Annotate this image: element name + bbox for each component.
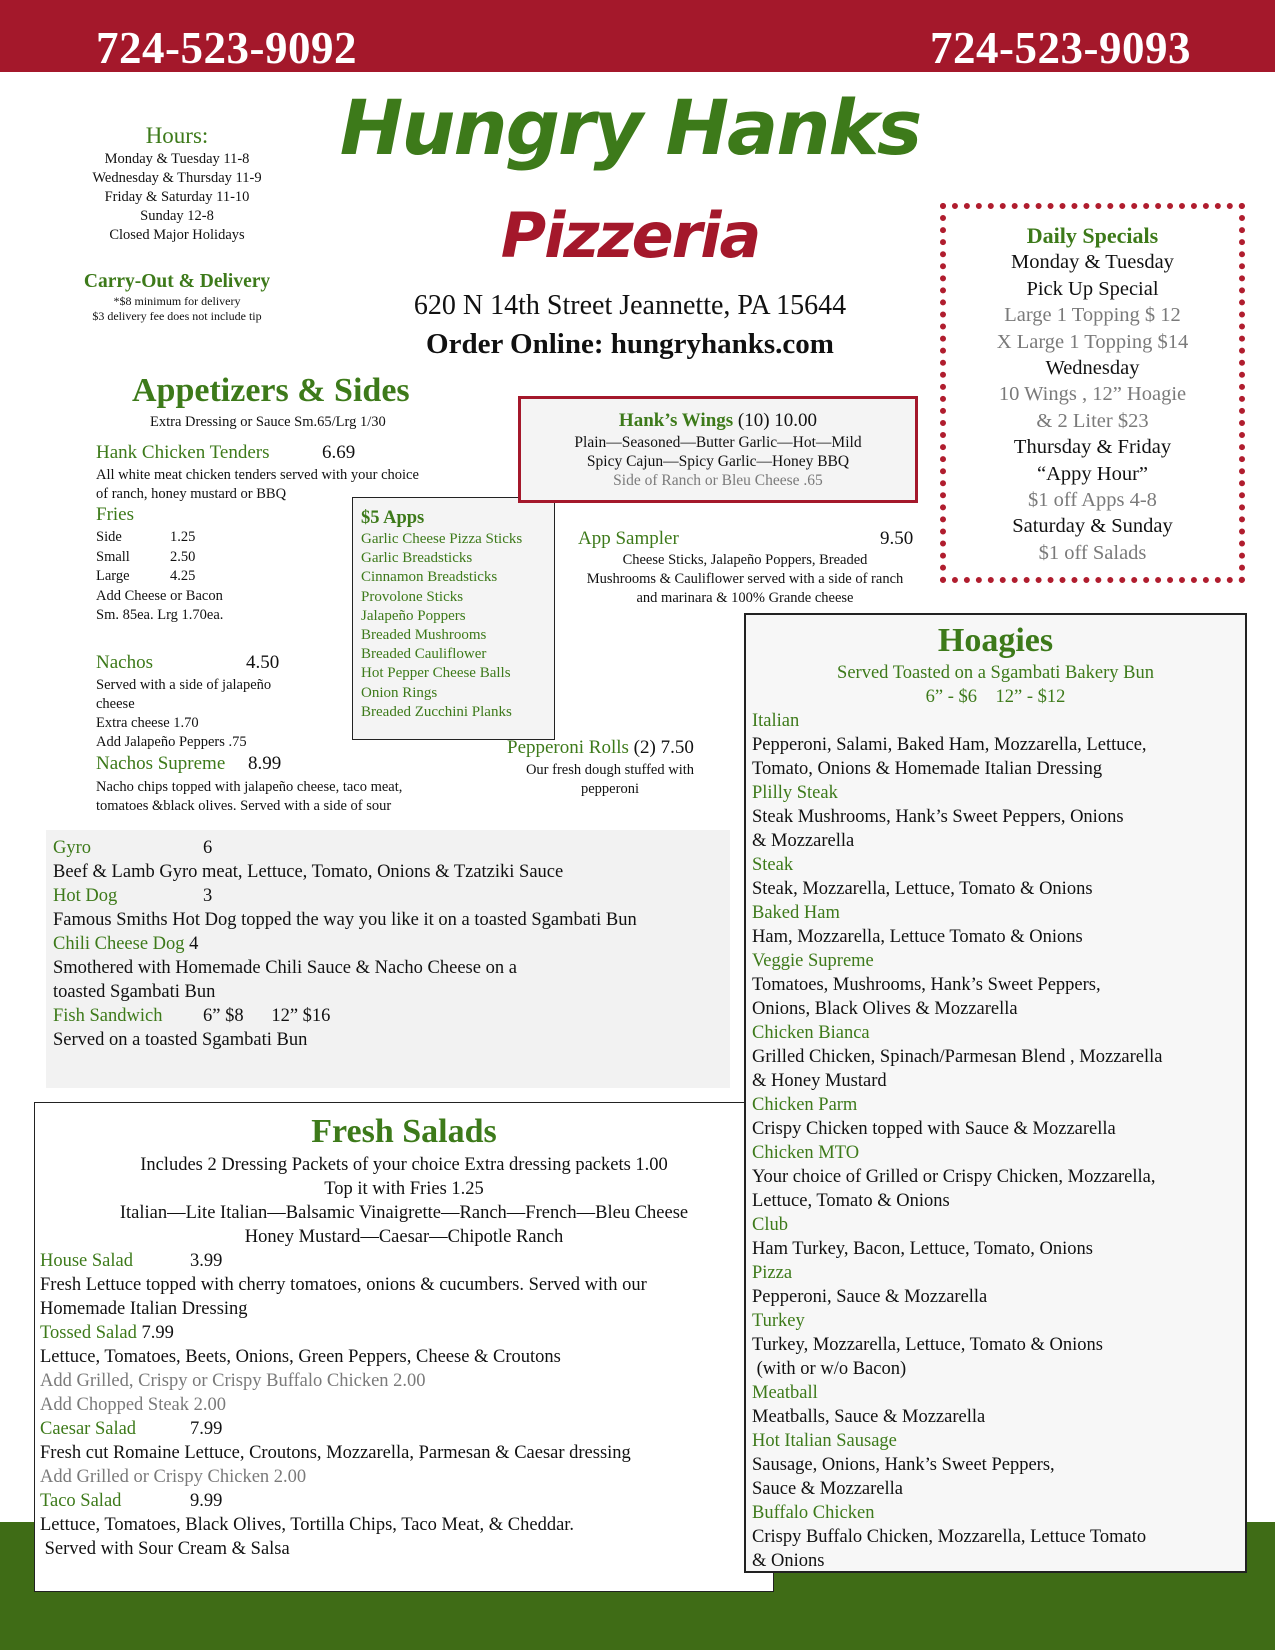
sampler-name: App Sampler [578, 528, 679, 549]
hoagie-name: Club [752, 1215, 788, 1235]
hoagie-list [746, 709, 1245, 1573]
hours-block [62, 122, 292, 245]
hoagie-desc: Turkey, Mozzarella, Lettuce, Tomato & Onions [752, 1335, 1103, 1355]
phone-left[interactable]: 724-523-9092 [96, 23, 357, 73]
item-desc: Served on a toasted Sgambati Bun [53, 1030, 308, 1050]
item-price: 3 [203, 886, 213, 906]
hoagie-desc: Pepperoni, Salami, Baked Ham, Mozzarella, Lettuce, [752, 735, 1147, 755]
hoagie-desc: Sausage, Onions, Hank’s Sweet Peppers, [752, 1455, 1055, 1475]
salads-title: Fresh Salads [311, 1113, 497, 1150]
specials-line: Pick Up Special [1026, 277, 1159, 300]
hours-title: Hours: [145, 123, 209, 148]
fries-size: Small [96, 548, 130, 565]
wings-name: Hank’s Wings [618, 410, 734, 431]
specials-line: “Appy Hour” [1036, 462, 1148, 485]
appetizers-title: Appetizers & Sides [132, 372, 410, 409]
desc-line: and marinara & 100% Grande cheese [636, 590, 854, 606]
menu-item-tossed-salad [40, 1321, 773, 1345]
item-addon: Add Grilled or Crispy Chicken 2.00 [40, 1467, 307, 1487]
tenders-price: 6.69 [322, 442, 356, 463]
hoagie-name: Buffalo Chicken [752, 1503, 875, 1523]
brand-title: Hungry Hanks [339, 83, 921, 172]
phone-right[interactable]: 724-523-9093 [930, 23, 1191, 73]
specials-line: & 2 Liter $23 [1036, 409, 1149, 432]
hoagie-name: Hot Italian Sausage [752, 1431, 897, 1451]
hoagies-title: Hoagies [937, 622, 1054, 659]
app-item: Jalapeño Poppers [361, 607, 466, 624]
hoagie-desc: Crispy Buffalo Chicken, Mozzarella, Lettuce Tomato [752, 1527, 1147, 1547]
desc-line: Add Jalapeño Peppers .75 [96, 734, 247, 750]
item-price: 7.99 [141, 1323, 174, 1343]
app-item: Garlic Breadsticks [361, 550, 473, 567]
intro-line: Honey Mustard—Caesar—Chipotle Ranch [244, 1227, 564, 1247]
specials-line: $1 off Salads [1038, 541, 1147, 564]
desc-line: cheese [96, 696, 135, 712]
item-name: Chili Cheese Dog [53, 934, 185, 954]
item-desc: Famous Smiths Hot Dog topped the way you like it on a toasted Sgambati Bun [53, 910, 637, 930]
item-name: Fish Sandwich [53, 1006, 163, 1026]
hoagie-desc: Ham, Mozzarella, Lettuce Tomato & Onions [752, 927, 1083, 947]
daily-specials-box [940, 203, 1245, 583]
app-item: Cinnamon Breadsticks [361, 569, 498, 586]
carryout-note: $3 delivery fee does not include tip [92, 309, 262, 323]
app-item: Breaded Cauliflower [361, 646, 487, 663]
menu-item-house-salad [40, 1249, 773, 1273]
hoagies-sizes: 6” - $6 12” - $12 [925, 687, 1066, 707]
desc-line: Cheese Sticks, Jalapeño Poppers, Breaded [622, 552, 868, 568]
item-desc: Homemade Italian Dressing [40, 1299, 248, 1319]
hoagie-name: Veggie Supreme [752, 951, 874, 971]
pepperoni-rolls-desc [500, 761, 720, 799]
fries-size: Large [96, 568, 130, 584]
salads-intro [35, 1153, 773, 1249]
item-price: 4 [189, 934, 199, 954]
wings-flavors: Spicy Cajun—Spicy Garlic—Honey BBQ [586, 453, 850, 470]
hoagie-desc: Crispy Chicken topped with Sauce & Mozzarella [752, 1119, 1116, 1139]
fries-extra: Sm. 85ea. Lrg 1.70ea. [96, 607, 224, 623]
item-desc: Beef & Lamb Gyro meat, Lettuce, Tomato, Onions & Tzatziki Sauce [53, 862, 564, 882]
salads-box [34, 1102, 774, 1592]
five-apps-box [352, 497, 555, 740]
hoagie-name: Turkey [752, 1311, 805, 1331]
specials-day: Saturday & Sunday [1012, 515, 1173, 538]
item-price: 6 [203, 838, 213, 858]
hoagie-desc: & Mozzarella [752, 831, 855, 851]
nachos-supreme-name: Nachos Supreme [96, 753, 226, 774]
item-name: Caesar Salad [40, 1419, 137, 1439]
intro-line: Top it with Fries 1.25 [324, 1179, 484, 1199]
pepperoni-rolls-name: Pepperoni Rolls [507, 737, 629, 758]
item-desc: Smothered with Homemade Chili Sauce & Nacho Cheese on a [53, 958, 517, 978]
nachos-name: Nachos [96, 652, 153, 673]
wings-box [518, 396, 918, 503]
specials-day: Monday & Tuesday [1011, 251, 1174, 274]
hoagie-desc: Tomato, Onions & Homemade Italian Dressing [752, 759, 1103, 779]
order-online-link[interactable]: Order Online: hungryhanks.com [426, 328, 834, 360]
brand-subtitle: Pizzeria [500, 199, 760, 272]
hoagie-desc: Your choice of Grilled or Crispy Chicken, Mozzarella, [752, 1167, 1156, 1187]
hoagie-desc: Onions, Black Olives & Mozzarella [752, 999, 1018, 1019]
hoagie-desc: Ham Turkey, Bacon, Lettuce, Tomato, Onions [752, 1239, 1093, 1259]
hoagie-desc: & Honey Mustard [752, 1071, 887, 1091]
item-name: Hot Dog [53, 886, 118, 906]
item-desc: Lettuce, Tomatoes, Black Olives, Tortilla Chips, Taco Meat, & Cheddar. [40, 1515, 575, 1535]
hoagies-box [744, 613, 1247, 1573]
hoagie-name: Pizza [752, 1263, 793, 1283]
item-price: 6” $8 12” $16 [203, 1006, 331, 1026]
hoagie-name: Italian [752, 711, 800, 731]
hours-line: Friday & Saturday 11-10 [104, 189, 250, 205]
menu-item-fish-sandwich [53, 1004, 730, 1028]
menu-item-hot-dog [53, 884, 730, 908]
desc-line: Nacho chips topped with jalapeño cheese, taco meat, [96, 779, 403, 795]
hours-line: Sunday 12-8 [140, 208, 214, 224]
app-item: Breaded Mushrooms [361, 627, 487, 644]
desc-line: Mushrooms & Cauliflower served with a side of ranch [586, 571, 904, 587]
hoagie-desc: Grilled Chicken, Spinach/Parmesan Blend , Mozzarella [752, 1047, 1163, 1067]
item-desc: Served with Sour Cream & Salsa [40, 1539, 290, 1559]
fries-extra: Add Cheese or Bacon [96, 587, 223, 604]
desc-line: Served with a side of jalapeño [96, 677, 272, 693]
app-item: Hot Pepper Cheese Balls [361, 665, 511, 682]
specials-line: 10 Wings , 12” Hoagie [998, 383, 1187, 406]
menu-item-gyro [53, 836, 730, 860]
fries-price: 4.25 [170, 568, 196, 584]
hoagie-name: Chicken Bianca [752, 1023, 870, 1043]
specials-day: Thursday & Friday [1013, 436, 1172, 459]
pepperoni-rolls-price: (2) 7.50 [633, 737, 694, 758]
hoagie-desc: Sauce & Mozzarella [752, 1479, 904, 1499]
menu-item-taco-salad [40, 1489, 773, 1513]
specials-line: Large 1 Topping $ 12 [1004, 304, 1181, 327]
hoagie-desc: Steak, Mozzarella, Lettuce, Tomato & Onions [752, 879, 1093, 899]
carryout-note: *$8 minimum for delivery [113, 294, 241, 308]
hoagie-desc: Pepperoni, Sauce & Mozzarella [752, 1287, 988, 1307]
desc-line: All white meat chicken tenders served with your choice [96, 467, 419, 483]
appetizers-subtitle: Extra Dressing or Sauce Sm.65/Lrg 1/30 [150, 414, 386, 430]
hoagie-desc: & Onions [752, 1551, 825, 1571]
app-item: Provolone Sticks [361, 588, 464, 605]
desc-line: of ranch, honey mustard or BBQ [96, 486, 287, 502]
salad-list [35, 1249, 773, 1561]
item-price: 7.99 [190, 1419, 223, 1439]
nachos-price: 4.50 [246, 652, 280, 673]
app-item: Breaded Zucchini Planks [361, 703, 512, 720]
item-name: Tossed Salad [40, 1323, 137, 1343]
hoagie-desc: Tomatoes, Mushrooms, Hank’s Sweet Peppers, [752, 975, 1101, 995]
item-addon: Add Chopped Steak 2.00 [40, 1395, 227, 1415]
hoagie-name: Chicken MTO [752, 1143, 860, 1163]
app-item: Garlic Cheese Pizza Sticks [361, 531, 523, 547]
specials-title: Daily Specials [1026, 223, 1159, 248]
nachos-supreme-price: 8.99 [248, 753, 282, 774]
fries-size: Side [96, 529, 122, 545]
wings-side: Side of Ranch or Bleu Cheese .65 [613, 472, 823, 489]
sandwich-box [46, 830, 730, 1088]
item-desc: toasted Sgambati Bun [53, 982, 216, 1002]
hoagie-name: Plilly Steak [752, 783, 838, 803]
hours-line: Monday & Tuesday 11-8 [104, 151, 250, 167]
pepperoni-rolls [507, 737, 694, 759]
hours-line: Wednesday & Thursday 11-9 [92, 170, 262, 186]
hoagie-desc: Steak Mushrooms, Hank’s Sweet Peppers, Onions [752, 807, 1124, 827]
sampler-price: 9.50 [880, 528, 914, 549]
hoagie-desc: (with or w/o Bacon) [752, 1359, 907, 1379]
hoagie-name: Steak [752, 855, 794, 875]
desc-line: Our fresh dough stuffed with [525, 762, 695, 778]
nachos-supreme-desc [96, 778, 402, 816]
carryout-block [52, 270, 302, 324]
app-item: Onion Rings [361, 684, 438, 701]
menu-item-caesar-salad [40, 1417, 773, 1441]
desc-line: Extra cheese 1.70 [96, 715, 199, 731]
wings-flavors: Plain—Seasoned—Butter Garlic—Hot—Mild [574, 434, 862, 451]
hoagie-desc: Lettuce, Tomato & Onions [752, 1191, 950, 1211]
item-price: 3.99 [190, 1251, 223, 1271]
five-apps-title: $5 Apps [361, 508, 425, 528]
desc-line: tomatoes &black olives. Served with a side of sour [96, 798, 392, 814]
fries-price: 1.25 [170, 529, 196, 545]
item-desc: Lettuce, Tomatoes, Beets, Onions, Green Peppers, Cheese & Croutons [40, 1347, 561, 1367]
hours-line: Closed Major Holidays [109, 227, 245, 243]
hoagie-name: Chicken Parm [752, 1095, 858, 1115]
item-desc: Fresh Lettuce topped with cherry tomatoes, onions & cucumbers. Served with our [40, 1275, 647, 1295]
address: 620 N 14th Street Jeannette, PA 15644 [413, 290, 847, 321]
hoagie-name: Baked Ham [752, 903, 840, 923]
carryout-title: Carry-Out & Delivery [83, 271, 271, 292]
wings-price: (10) 10.00 [737, 410, 818, 431]
sampler-desc [560, 551, 930, 608]
menu-item-chili-cheese-dog [53, 932, 730, 956]
specials-day: Wednesday [1045, 357, 1140, 380]
fries-sizes [96, 528, 223, 626]
hoagies-subtitle: Served Toasted on a Sgambati Bakery Bun [837, 663, 1154, 683]
item-desc: Fresh cut Romaine Lettuce, Croutons, Mozzarella, Parmesan & Caesar dressing [40, 1443, 631, 1463]
item-addon: Add Grilled, Crispy or Crispy Buffalo Chicken 2.00 [40, 1371, 426, 1391]
intro-line: Italian—Lite Italian—Balsamic Vinaigrette—Ranch—French—Bleu Cheese [119, 1203, 689, 1223]
item-name: Taco Salad [40, 1491, 122, 1511]
fries-price: 2.50 [170, 548, 196, 565]
specials-line: $1 off Apps 4-8 [1028, 489, 1157, 512]
tenders-name: Hank Chicken Tenders [96, 442, 270, 463]
item-name: Gyro [53, 838, 92, 858]
item-name: House Salad [40, 1251, 133, 1271]
hoagie-desc: Meatballs, Sauce & Mozzarella [752, 1407, 986, 1427]
intro-line: Includes 2 Dressing Packets of your choice Extra dressing packets 1.00 [140, 1155, 668, 1175]
nachos-desc [96, 676, 271, 752]
specials-line: X Large 1 Topping $14 [996, 330, 1189, 353]
item-price: 9.99 [190, 1491, 223, 1511]
desc-line: pepperoni [581, 781, 639, 797]
fries-name: Fries [96, 504, 134, 525]
hoagie-name: Meatball [752, 1383, 818, 1403]
